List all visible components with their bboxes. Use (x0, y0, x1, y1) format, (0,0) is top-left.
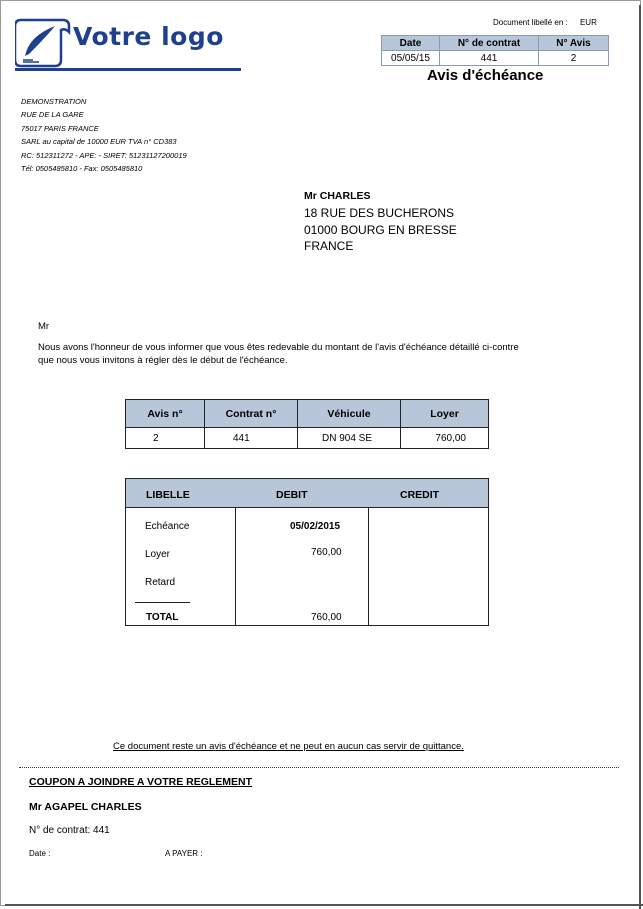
retard-label: Retard (145, 577, 176, 588)
total-value: 760,00 (311, 612, 342, 623)
coupon-name: Mr AGAPEL CHARLES (29, 801, 142, 813)
avis-cell-rent: 760,00 (401, 428, 489, 449)
page-shadow (5, 904, 643, 906)
recipient-country: FRANCE (304, 239, 354, 254)
recipient-address (304, 188, 457, 255)
libelle-header: LIBELLE (146, 489, 190, 501)
info-header-avis: N° Avis (539, 36, 609, 51)
avis-cell-vehicle: DN 904 SE (298, 428, 401, 449)
info-value-contract: 441 (440, 51, 539, 66)
company-line: RUE DE LA GARE (21, 110, 84, 120)
company-line: SARL au capital de 10000 EUR TVA n° CD383 (21, 137, 177, 147)
avis-cell-number: 2 (126, 428, 205, 449)
document-title: Avis d'échéance (427, 67, 544, 84)
coupon-contract: N° de contrat: 441 (29, 825, 110, 836)
total-label: TOTAL (146, 612, 179, 623)
disclaimer: Ce document reste un avis d'échéance et ne peut en aucun cas servir de quittance. (113, 741, 464, 752)
avis-header-contract: Contrat n° (205, 400, 298, 428)
company-line: RC: 512311272 - APE: - SIRET: 51231127200019 (21, 150, 187, 160)
coupon-date-label: Date : (29, 849, 51, 858)
credit-header: CREDIT (400, 489, 440, 501)
avis-cell-contract: 441 (205, 428, 298, 449)
total-separator (135, 602, 190, 603)
echeance-label: Echéance (145, 521, 190, 532)
message-line: que nous vous invitons à régler dès le début de l'échéance. (38, 354, 288, 366)
message-text (38, 342, 598, 367)
company-line: 75017 PARIS FRANCE (21, 123, 99, 133)
currency-value: EUR (579, 18, 597, 27)
info-value-avis: 2 (539, 51, 609, 66)
logo-underline (15, 68, 241, 71)
column-divider (368, 507, 369, 625)
currency-line (493, 18, 597, 27)
coupon-title: COUPON A JOINDRE A VOTRE REGLEMENT (29, 776, 253, 788)
coupon-cut-line (19, 767, 619, 768)
company-line: Tél: 0505485810 - Fax: 0505485810 (21, 164, 143, 174)
coupon-pay-label: A PAYER : (165, 849, 203, 858)
recipient-name: Mr CHARLES (304, 190, 371, 202)
salutation: Mr (38, 321, 50, 332)
avis-header-number: Avis n° (126, 400, 205, 428)
recipient-street: 18 RUE DES BUCHERONS (304, 205, 455, 220)
libelle-table-header (126, 479, 488, 508)
company-address (21, 95, 187, 175)
avis-table (125, 399, 489, 449)
echeance-date: 05/02/2015 (290, 521, 341, 532)
avis-header-rent: Loyer (401, 400, 489, 428)
company-line: DEMONSTRATION (21, 97, 87, 106)
avis-header-vehicle: Véhicule (298, 400, 401, 428)
quill-scroll-icon (15, 16, 71, 68)
message-line: Nous avons l'honneur de vous informer que vous êtes redevable du montant de l'avis d'échéance détaillé ci-contre (38, 342, 519, 353)
recipient-city: 01000 BOURG EN BRESSE (304, 222, 457, 237)
logo-text: Votre logo (73, 22, 224, 51)
column-divider (235, 507, 236, 625)
info-header-contract: N° de contrat (440, 36, 539, 51)
loyer-value: 760,00 (311, 547, 342, 558)
info-header-date: Date (382, 36, 440, 51)
info-value-date: 05/05/15 (382, 51, 440, 66)
document-info-table (381, 35, 609, 66)
loyer-label: Loyer (145, 549, 171, 560)
company-logo (15, 16, 243, 72)
page-shadow (639, 5, 641, 909)
debit-header: DEBIT (276, 489, 308, 501)
currency-label: Document libellé en : (493, 18, 568, 27)
libelle-table (125, 478, 489, 626)
